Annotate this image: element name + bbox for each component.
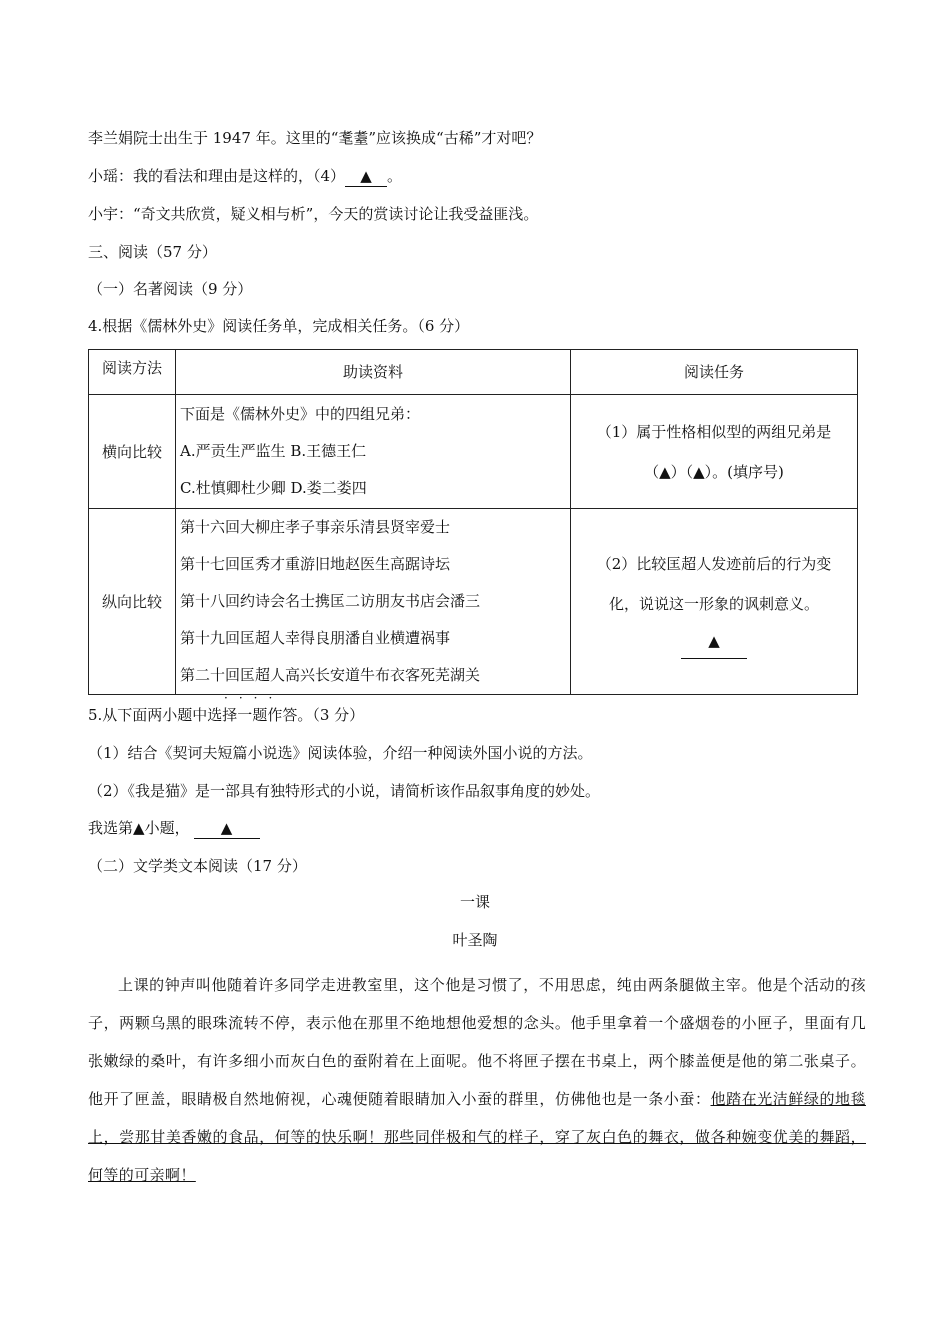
header-task: 阅读任务 (571, 350, 858, 395)
q5-option-1: （1）结合《契诃夫短篇小说选》阅读体验，介绍一种阅读外国小说的方法。 (88, 744, 593, 762)
blank-marker: ▲ (360, 167, 372, 185)
row1-material-line: A.严贡生严监生 B.王德王仁 (180, 442, 367, 460)
intro-line-3: 小宇：“奇文共欣赏，疑义相与析”，今天的赏读讨论让我受益匪浅。 (88, 205, 539, 223)
q5-title: 5.从下面两小题中选择一题作答。（3 分） (88, 706, 365, 724)
header-method: 阅读方法 (89, 350, 176, 395)
row2-material-line: 第十七回匡秀才重游旧地赵医生高踞诗坛 (180, 555, 451, 573)
row2-material-line: 第十六回大柳庄孝子事亲乐清县贤宰爱士 (180, 518, 451, 536)
row2-method: 纵向比较 (89, 509, 176, 695)
table-header-row (89, 350, 858, 395)
blank-marker[interactable]: ▲ (133, 819, 145, 837)
q5-answer-mid: 小题， (144, 819, 190, 837)
row2-task-line-2: 化，说说这一形象的讽刺意义。 (608, 595, 819, 613)
reading-task-table (88, 349, 858, 695)
row2-material (176, 509, 571, 695)
row2-task-line-1: （2）比较匡超人发迹前后的行为变 (596, 555, 832, 573)
blank-marker: ▲ (220, 819, 233, 837)
intro-line-2 (88, 166, 402, 187)
section3-title: 三、阅读（57 分） (88, 243, 217, 261)
row1-material (176, 395, 571, 509)
period: 。 (387, 167, 403, 185)
q5-answer-line (88, 818, 260, 839)
row1-task (571, 395, 858, 509)
q5-option-2: （2）《我是猫》是一部具有独特形式的小说，请简析该作品叙事角度的妙处。 (88, 782, 601, 800)
story-title: 一课 (459, 893, 490, 911)
story-paragraph (88, 966, 866, 1194)
answer-blank-row2[interactable] (681, 624, 747, 659)
row2-material-line: 第十八回约诗会名士携匡二访朋友书店会潘三 (180, 592, 481, 610)
emphasis-dots: ···· (224, 691, 284, 705)
row2-answer-line[interactable] (571, 624, 857, 659)
intro-line-1: 李兰娟院士出生于 1947 年。这里的“耄耋”应该换成“古稀”才对吧？ (88, 129, 542, 147)
row2-material-line: 第二十回匡超人高兴长安道牛布衣客死芜湖关 (180, 666, 481, 684)
intro-line-2-text: 小瑶：我的看法和理由是这样的，（4） (88, 167, 346, 185)
answer-blank-q5[interactable] (194, 818, 260, 839)
subsection2-title: （二）文学类文本阅读（17 分） (88, 857, 307, 875)
q5-answer-prefix: 我选第 (88, 819, 134, 837)
q4-title: 4.根据《儒林外史》阅读任务单，完成相关任务。（6 分） (88, 317, 470, 335)
table-row-horizontal (89, 395, 858, 509)
subsection1-title: （一）名著阅读（9 分） (88, 280, 253, 298)
row2-task (571, 509, 858, 695)
row1-method: 横向比较 (89, 395, 176, 509)
row1-task-line-2[interactable]: （▲）（▲）。(填序号) (644, 462, 784, 481)
row1-task-line-1: （1）属于性格相似型的两组兄弟是 (596, 422, 832, 441)
story-paragraph-text: 上课的钟声叫他随着许多同学走进教室里，这个他是习惯了，不用思虑，纯由两条腿做主宰。他是个活动的孩子，两颗乌黑的眼珠流转不停，表示他在那里不绝地想他爱想的念头。他手里拿着一个盛烟卷的小匣子，里面有几张嫩绿的桑叶，有许多细小而灰白色的蚕附着在上面呢。他不将匣子摆在书桌上，两个膝盖便是他的第二张桌子。他开了匣盖，眼睛极自然地俯视，心魂便随着眼睛加入小蚕的群里，仿佛他也是一条小蚕： (88, 976, 866, 1108)
header-material: 助读资料 (176, 350, 571, 395)
row1-material-line: C.杜慎卿杜少卿 D.娄二娄四 (180, 479, 367, 497)
row1-material-line: 下面是《儒林外史》中的四组兄弟： (180, 405, 421, 423)
story-paragraph-underlined: 他踏在光洁鲜绿的地毯上，尝那甘美香嫩的食品，何等的快乐啊！那些同伴极和气的样子，穿了灰白色的舞衣，做各种婉变优美的舞蹈，何等的可亲啊！ (88, 1090, 866, 1184)
answer-blank-4[interactable] (345, 166, 387, 187)
blank-marker: ▲ (708, 632, 720, 650)
table-row-vertical (89, 509, 858, 695)
row2-material-line: 第十九回匡超人幸得良朋潘自业横遭祸事 (180, 629, 451, 647)
story-author: 叶圣陶 (452, 931, 498, 949)
